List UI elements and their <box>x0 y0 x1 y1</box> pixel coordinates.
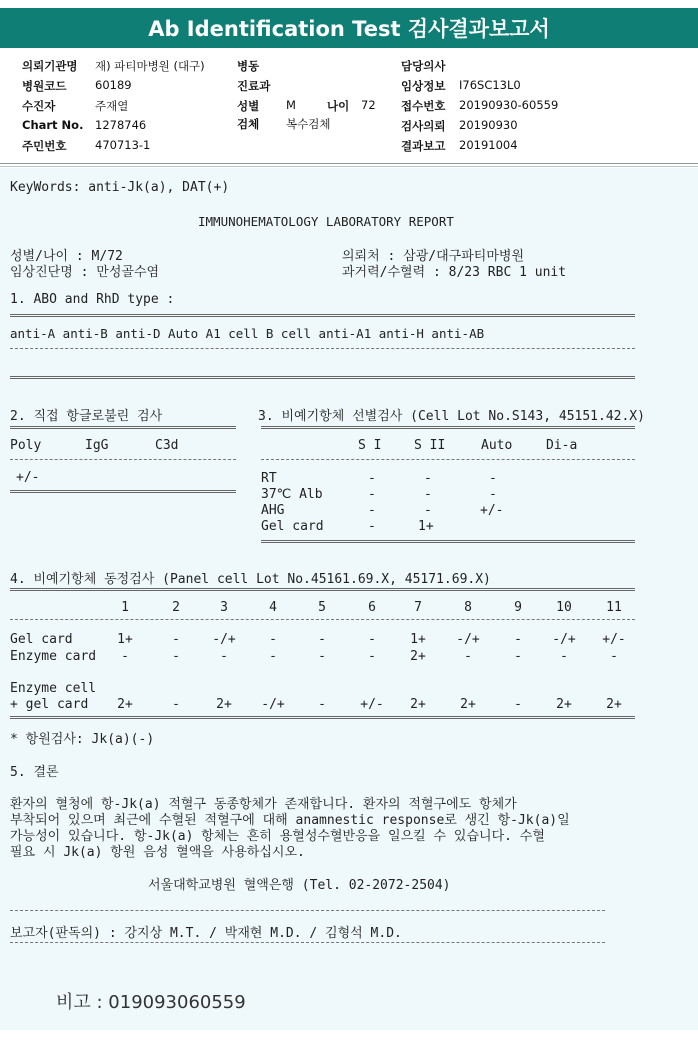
panel-gel-value: 1+ <box>117 632 133 647</box>
section-3-mid-rule <box>261 459 635 460</box>
screen-col-si: S I <box>358 438 382 453</box>
section-1-mid-rule <box>10 348 635 349</box>
section-3-bottom-rule <box>261 540 635 543</box>
antigen-test: * 항원검사: Jk(a)(-) <box>10 732 155 747</box>
panel-enzyme-value: - <box>610 649 618 664</box>
panel-column-number: 7 <box>414 600 422 615</box>
panel-column-number: 10 <box>556 600 572 615</box>
panel-gel-value: - <box>514 632 522 647</box>
panel-column-number: 3 <box>220 600 228 615</box>
panel-column-number: 2 <box>172 600 180 615</box>
receipt-no-value: 20190930-60559 <box>459 98 559 112</box>
panel-column-number: 5 <box>318 600 326 615</box>
resident-no-value: 470713-1 <box>95 138 151 152</box>
section-1-columns: anti-A anti-B anti-D Auto A1 cell B cell anti-A1 anti-H anti-AB <box>10 326 485 341</box>
age-label: 나이 <box>327 99 350 113</box>
section-1-title: 1. ABO and RhD type : <box>10 292 175 307</box>
panel-gel-value: -/+ <box>456 632 480 647</box>
panel-enzyme-gel-label-1: Enzyme cell <box>10 681 97 696</box>
age-value: 72 <box>361 98 376 112</box>
panel-enzyme-gel-value: 2+ <box>606 697 622 712</box>
section-4-mid-rule <box>10 619 635 620</box>
panel-enzyme-gel-label-2: + gel card <box>10 697 89 712</box>
panel-enzyme-value: - <box>220 649 228 664</box>
panel-gel-value: - <box>269 632 277 647</box>
dat-col-c3d: C3d <box>155 438 179 453</box>
keywords: KeyWords: anti-Jk(a), DAT(+) <box>10 180 230 195</box>
history-line: 과거력/수혈력 : 8/23 RBC 1 unit <box>342 265 567 280</box>
institution-label: 의뢰기관명 <box>22 59 78 73</box>
panel-gel-value: +/- <box>602 632 626 647</box>
panel-enzyme-value: 2+ <box>410 649 426 664</box>
screen-row-label: RT <box>261 471 277 486</box>
panel-gel-value: 1+ <box>410 632 426 647</box>
department-label: 진료과 <box>237 79 271 93</box>
panel-enzyme-value: - <box>172 649 180 664</box>
sex-age-line: 성별/나이 : M/72 <box>10 249 123 264</box>
specimen-label: 검체 <box>237 117 260 131</box>
reporter-line: 보고자(판독의) : 강지상 M.T. / 박재현 M.D. / 김형석 M.D. <box>10 926 402 941</box>
remark: 비고 : 019093060559 <box>56 992 246 1013</box>
panel-column-number: 4 <box>269 600 277 615</box>
panel-enzyme-gel-value: -/+ <box>261 697 285 712</box>
doctor-label: 담당의사 <box>401 59 446 73</box>
screen-col-dia: Di-a <box>546 438 578 453</box>
screen-row-label: 37℃ Alb <box>261 487 323 502</box>
panel-enzyme-value: - <box>514 649 522 664</box>
panel-enzyme-gel-value: - <box>514 697 522 712</box>
hospital-code-value: 60189 <box>95 78 132 92</box>
screen-value: - <box>489 471 497 486</box>
section-3-top-rule <box>261 426 635 429</box>
panel-gel-value: - <box>172 632 180 647</box>
section-2-top-rule <box>10 426 236 429</box>
panel-gel-label: Gel card <box>10 632 73 647</box>
panel-gel-value: -/+ <box>212 632 236 647</box>
patient-value: 주재열 <box>95 99 129 113</box>
receipt-no-label: 접수번호 <box>401 99 446 113</box>
section-4-title: 4. 비예기항체 동정검사 (Panel cell Lot No.45161.69.X, 45171.69.X) <box>10 572 491 587</box>
screen-col-auto: Auto <box>481 438 513 453</box>
request-date-value: 20190930 <box>459 118 518 132</box>
section-4-bottom-rule <box>10 716 635 719</box>
panel-enzyme-gel-value: 2+ <box>117 697 133 712</box>
section-1-top-rule <box>10 314 635 317</box>
dat-col-poly: Poly <box>10 438 42 453</box>
sex-label: 성별 <box>237 99 260 113</box>
institution-value: 재) 파티마병원 (대구) <box>95 59 205 73</box>
section-4-top-rule <box>10 588 635 591</box>
lab-report-body <box>0 168 698 1030</box>
report-date-value: 20191004 <box>459 138 518 152</box>
screen-value: 1+ <box>418 519 434 534</box>
panel-gel-value: - <box>318 632 326 647</box>
panel-gel-value: -/+ <box>552 632 576 647</box>
panel-enzyme-gel-value: 2+ <box>556 697 572 712</box>
section-2-mid-rule <box>10 459 236 460</box>
panel-enzyme-gel-value: +/- <box>360 697 384 712</box>
section-2-bottom-rule <box>10 490 236 493</box>
diagnosis-line: 임상진단명 : 만성골수염 <box>10 265 160 280</box>
report-header <box>0 52 698 164</box>
panel-enzyme-value: - <box>318 649 326 664</box>
dat-col-igg: IgG <box>85 438 109 453</box>
chart-no-value: 1278746 <box>95 118 147 132</box>
panel-enzyme-gel-value: - <box>318 697 326 712</box>
dat-poly-value: +/- <box>16 470 40 485</box>
panel-enzyme-value: - <box>269 649 277 664</box>
hospital-code-label: 병원코드 <box>22 79 67 93</box>
screen-col-sii: S II <box>414 438 446 453</box>
screen-value: - <box>368 503 376 518</box>
lab-report-title: IMMUNOHEMATOLOGY LABORATORY REPORT <box>198 214 454 229</box>
section-5-title: 5. 결론 <box>10 765 59 780</box>
panel-enzyme-label: Enzyme card <box>10 649 97 664</box>
screen-value: - <box>424 503 432 518</box>
panel-gel-value: - <box>368 632 376 647</box>
reporter-top-rule <box>10 910 605 911</box>
conclusion-line: 부착되어 있으며 최근에 수혈된 적혈구에 대해 anamnestic response로 생긴 항-Jk(a)일 <box>10 813 570 828</box>
panel-column-number: 1 <box>121 600 129 615</box>
patient-label: 수진자 <box>22 99 56 113</box>
panel-enzyme-gel-value: - <box>172 697 180 712</box>
panel-column-number: 6 <box>368 600 376 615</box>
screen-value: - <box>368 487 376 502</box>
panel-enzyme-gel-value: 2+ <box>216 697 232 712</box>
panel-column-number: 9 <box>514 600 522 615</box>
panel-enzyme-gel-value: 2+ <box>410 697 426 712</box>
chart-no-label: Chart No. <box>22 118 84 132</box>
screen-value: - <box>489 487 497 502</box>
screen-row-label: Gel card <box>261 519 324 534</box>
section-1-bottom-rule <box>10 376 635 379</box>
screen-value: - <box>368 519 376 534</box>
panel-enzyme-gel-value: 2+ <box>460 697 476 712</box>
panel-column-number: 8 <box>464 600 472 615</box>
conclusion-line: 필요 시 Jk(a) 항원 음성 혈액을 사용하십시오. <box>10 845 305 860</box>
section-2-title: 2. 직접 항글로불린 검사 <box>10 409 163 424</box>
panel-enzyme-value: - <box>368 649 376 664</box>
panel-enzyme-value: - <box>560 649 568 664</box>
panel-column-number: 11 <box>606 600 622 615</box>
sex-value: M <box>286 98 296 112</box>
clinical-info-label: 임상정보 <box>401 79 446 93</box>
conclusion-line: 가능성이 있습니다. 항-Jk(a) 항체는 흔히 용혈성수혈반응을 일으킬 수 있습니다. 수혈 <box>10 829 545 844</box>
conclusion-line: 환자의 혈청에 항-Jk(a) 적혈구 동종항체가 존재합니다. 환자의 적혈구에도 항체가 <box>10 797 517 812</box>
screen-value: +/- <box>480 503 504 518</box>
reporter-bottom-rule <box>10 942 605 943</box>
specimen-value: 복수검체 <box>286 117 331 131</box>
screen-value: - <box>424 471 432 486</box>
ward-label: 병동 <box>237 59 260 73</box>
panel-enzyme-value: - <box>464 649 472 664</box>
resident-no-label: 주민번호 <box>22 139 67 153</box>
clinical-info-value: I76SC13L0 <box>459 78 521 92</box>
screen-row-label: AHG <box>261 503 285 518</box>
referrer-line: 의뢰처 : 삼광/대구파티마병원 <box>342 249 525 264</box>
screen-value: - <box>424 487 432 502</box>
header-separator <box>0 163 698 167</box>
page-bottom-margin <box>0 1030 698 1040</box>
hospital-line: 서울대학교병원 혈액은행 (Tel. 02-2072-2504) <box>148 878 451 893</box>
report-title: Ab Identification Test 검사결과보고서 <box>0 8 698 48</box>
request-date-label: 검사의뢰 <box>401 119 446 133</box>
panel-enzyme-value: - <box>121 649 129 664</box>
section-3-title: 3. 비예기항체 선별검사 (Cell Lot No.S143, 45151.42.X) <box>258 409 645 424</box>
report-date-label: 결과보고 <box>401 139 446 153</box>
screen-value: - <box>368 471 376 486</box>
